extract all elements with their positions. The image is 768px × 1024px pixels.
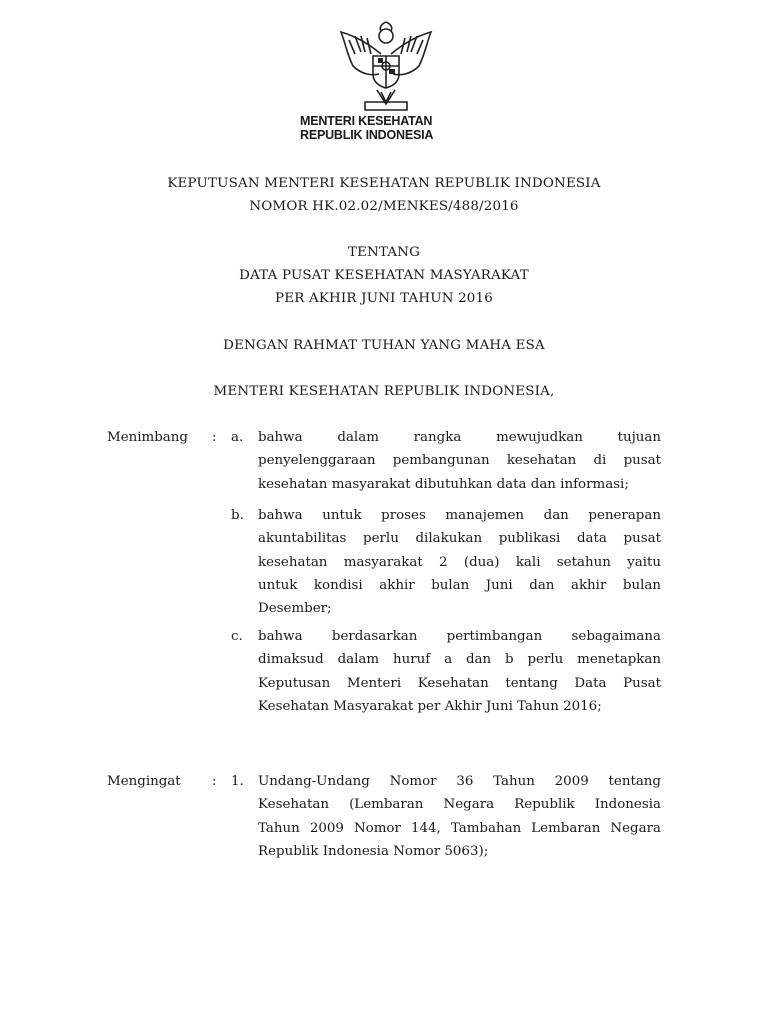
decree-title: KEPUTUSAN MENTERI KESEHATAN REPUBLIK INDONESIA [167,176,601,191]
mengingat-colon: : [212,774,217,789]
subject-line-2: PER AKHIR JUNI TAHUN 2016 [275,291,493,306]
about-label: TENTANG [347,245,421,260]
text-line: Republik Indonesia Nomor 5063); [258,843,489,859]
text-line: kesehatan masyarakat 2 (dua) kali setahun yaitu [258,554,661,570]
text-line: Kesehatan Masyarakat per Akhir Juni Tahun 2016; [258,698,602,714]
text-line: Kesehatan (Lembaran Negara Republik Indonesia [258,797,661,813]
text-line: bahwa berdasarkan pertimbangan sebagaimana [258,629,661,644]
text-line: untuk kondisi akhir bulan Juni dan akhir bulan [258,577,661,593]
mengingat-label: Mengingat [107,774,181,789]
text-line: dimaksud dalam huruf a dan b perlu menetapkan [258,652,661,668]
menimbang-item-a [258,426,661,496]
menimbang-marker-a: a. [231,430,244,445]
text-line: Undang-Undang Nomor 36 Tahun 2009 tentang [258,774,661,789]
authority: MENTERI KESEHATAN REPUBLIK INDONESIA, [213,384,555,399]
text-line: Desember; [258,601,332,617]
issuer-name [300,114,472,142]
text-line: kesehatan masyarakat dibutuhkan data dan informasi; [258,476,629,492]
menimbang-marker-c: c. [231,629,243,644]
text-line: bahwa untuk proses manajemen dan penerapan [258,508,661,523]
invocation: DENGAN RAHMAT TUHAN YANG MAHA ESA [223,338,545,353]
mengingat-marker-1: 1. [231,774,244,789]
decree-number: NOMOR HK.02.02/MENKES/488/2016 [249,199,519,214]
mengingat-item-1 [258,770,661,863]
text-line: bahwa dalam rangka mewujudkan tujuan [258,430,661,445]
text-line: Keputusan Menteri Kesehatan tentang Data Pusat [258,675,661,691]
text-line: akuntabilitas perlu dilakukan publikasi data pusat [258,531,661,547]
text-line: penyelenggaraan pembangunan kesehatan di pusat [258,453,661,469]
garuda-pancasila-emblem-icon [331,14,441,114]
subject-line-1: DATA PUSAT KESEHATAN MASYARAKAT [239,268,529,283]
menimbang-colon: : [212,430,217,445]
menimbang-label: Menimbang [107,430,188,445]
menimbang-item-c [258,625,661,718]
text-line: Tahun 2009 Nomor 144, Tambahan Lembaran Negara [258,820,661,836]
issuer-line-1: MENTERI KESEHATAN [300,114,433,128]
menimbang-marker-b: b. [231,508,244,523]
issuer-line-2: REPUBLIK INDONESIA [300,128,434,142]
menimbang-item-b [258,504,661,620]
